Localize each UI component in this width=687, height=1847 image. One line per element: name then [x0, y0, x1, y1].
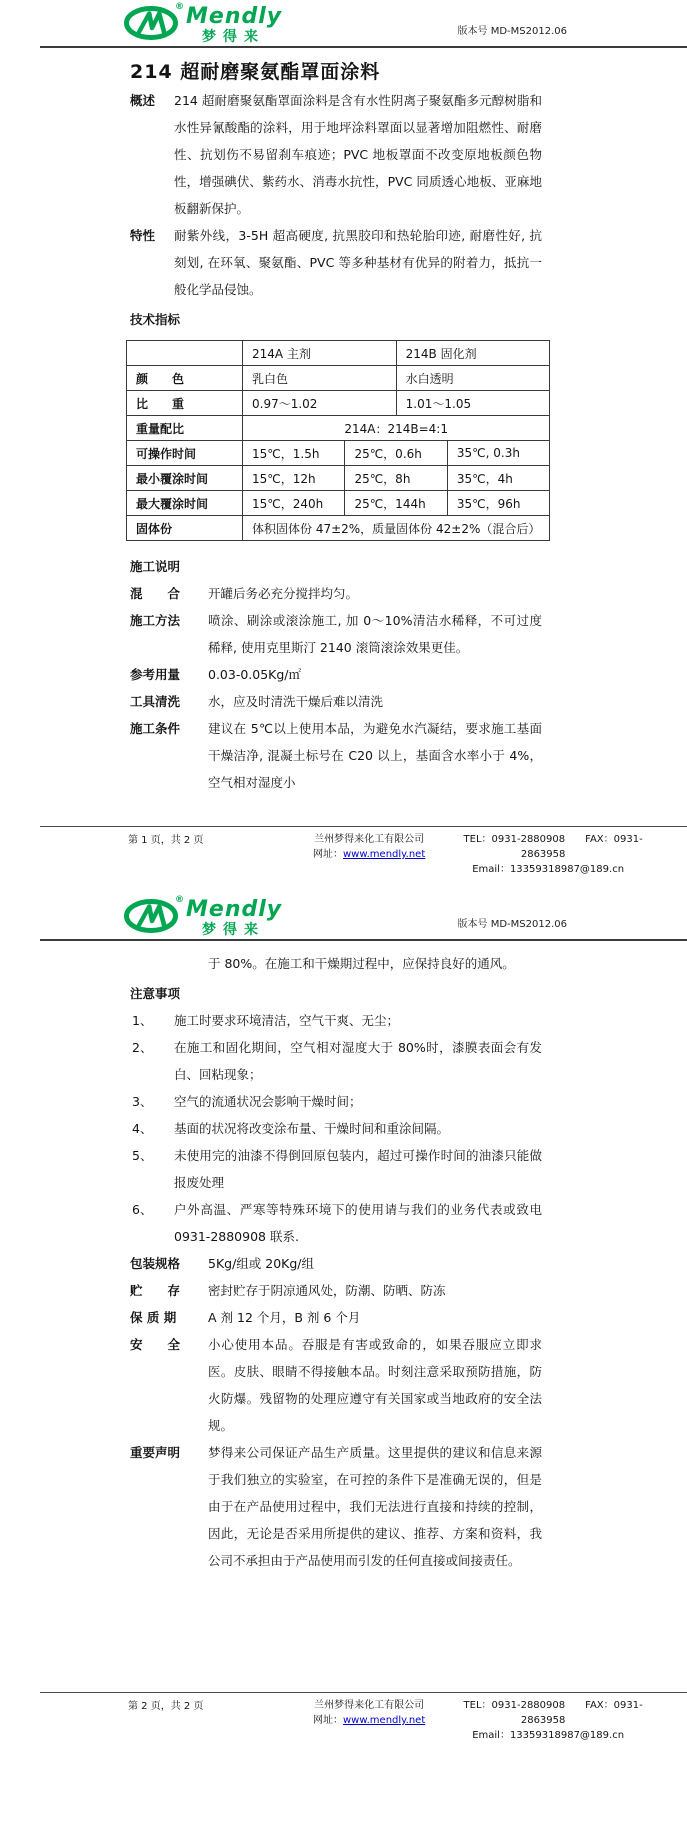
- note-text: 施工时要求环境清洁，空气干爽、无尘；: [174, 1013, 400, 1028]
- spec-row-storage: [0, 1277, 687, 1304]
- website-link[interactable]: www.mendly.net: [343, 1715, 426, 1726]
- table-cell: 可操作时间: [127, 441, 243, 466]
- fax-number: FAX：0931-2863958: [520, 834, 643, 860]
- footer-contact-block: [439, 832, 657, 877]
- spec-row-safety: [0, 1331, 687, 1439]
- note-text: 未使用完的油漆不得倒回原包装内，超过可操作时间的油漆只能做报废处理: [174, 1148, 542, 1190]
- spec-text: 梦得来公司保证产品生产质量。这里提供的建议和信息来源于我们独立的实验室，在可控的条件下是准确无误的，但是由于在产品使用过程中，我们无法进行直接和持续的控制，因此，无论是否采用所提供的建议、推荐、方案和资料，我公司不承担由于产品使用而引发的任何直接或间接责任。: [208, 1445, 542, 1568]
- brand-name-en: Mendly: [186, 897, 283, 922]
- website-link[interactable]: www.mendly.net: [343, 849, 426, 860]
- overview-label: 概述: [130, 93, 156, 108]
- conditions-continuation-text: 于 80%。在施工和干燥期过程中，应保持良好的通风。: [208, 956, 515, 971]
- table-cell: 15℃，12h: [243, 466, 345, 491]
- features-label: 特性: [130, 228, 156, 243]
- page-1: [0, 0, 687, 881]
- table-row: [127, 466, 550, 491]
- tel-number: TEL：0931-2880908: [463, 1700, 566, 1711]
- note-item: [0, 1007, 687, 1034]
- table-cell: 水白透明: [396, 366, 550, 391]
- note-item: [0, 1142, 687, 1196]
- table-cell: 最大覆涂时间: [127, 491, 243, 516]
- email-line: Email：13359318987@189.cn: [472, 864, 625, 875]
- table-cell: 25℃，0.6h: [345, 441, 447, 466]
- spec-label: 参考用量: [130, 667, 181, 682]
- page-number: 第 2 页，共 2 页: [128, 1701, 204, 1712]
- footer-contact-block: [439, 1698, 657, 1743]
- brand-name-cn: 梦得来: [202, 29, 265, 45]
- website-line: [313, 1713, 425, 1728]
- page2-header: [0, 893, 687, 939]
- spec-text: 开罐后务必充分搅拌均匀。: [208, 586, 359, 601]
- mendly-logo-icon: [124, 4, 182, 42]
- mendly-logo-icon: [124, 897, 182, 935]
- table-row: [127, 491, 550, 516]
- spec-row-conditions: [0, 715, 687, 796]
- overview-text: 214 超耐磨聚氨酯罩面涂料是含有水性阴离子聚氨酯多元醇树脂和水性异氰酸酯的涂料，用于地坪涂料罩面以显著增加阻燃性、耐磨性、抗划伤不易留刹车痕迹；PVC 地板罩面不改变原地板颜色物性，增强碘伏、紫药水、消毒水抗性，PVC 同质透心地板、亚麻地板翻新保护。: [174, 93, 542, 216]
- page-title: 214 超耐磨聚氨酯罩面涂料: [130, 61, 381, 83]
- spec-row-packing: [0, 1250, 687, 1277]
- spec-text: 建议在 5℃以上使用本品，为避免水汽凝结，要求施工基面干燥洁净, 混凝土标号在 C20 以上，基面含水率小于 4%，空气相对湿度小: [208, 721, 542, 790]
- spec-row-shelf-life: [0, 1304, 687, 1331]
- fax-number: FAX：0931-2863958: [520, 1700, 643, 1726]
- note-number: 5、: [132, 1148, 153, 1163]
- note-item: [0, 1196, 687, 1250]
- note-item: [0, 1115, 687, 1142]
- telfax-line: [439, 1698, 657, 1728]
- spec-label: 包装规格: [130, 1256, 181, 1271]
- table-row: [127, 391, 550, 416]
- table-cell: 15℃，240h: [243, 491, 345, 516]
- spec-text: 水，应及时清洗干燥后难以清洗: [208, 694, 384, 709]
- table-cell: 固体份: [127, 516, 243, 541]
- website-line: [313, 847, 425, 862]
- footer-company-block: [313, 832, 425, 877]
- registered-mark: ®: [175, 895, 184, 905]
- table-cell: 15℃，1.5h: [243, 441, 345, 466]
- note-text: 在施工和固化期间，空气相对湿度大于 80%时，漆膜表面会有发白、回粘现象；: [174, 1040, 542, 1082]
- table-cell: 最小覆涂时间: [127, 466, 243, 491]
- spec-label: 工具清洗: [130, 694, 181, 709]
- note-number: 6、: [132, 1202, 153, 1217]
- spec-label: 安 全: [130, 1337, 181, 1352]
- table-cell: 214A 主剂: [243, 341, 397, 366]
- overview-section: [0, 87, 687, 222]
- table-cell: 重量配比: [127, 416, 243, 441]
- company-name: 兰州梦得来化工有限公司: [314, 1700, 425, 1711]
- page-2: [0, 881, 687, 1847]
- construction-heading: 施工说明: [130, 559, 181, 574]
- website-label: 网址：: [313, 849, 343, 860]
- spec-row-mixing: [0, 580, 687, 607]
- spec-row-method: [0, 607, 687, 661]
- table-cell: [127, 341, 243, 366]
- spec-row-statement: [0, 1439, 687, 1574]
- table-cell: 35℃, 0.3h: [447, 441, 549, 466]
- page1-footer: [40, 826, 687, 881]
- table-cell: 35℃，4h: [447, 466, 549, 491]
- spec-text: 5Kg/组或 20Kg/组: [208, 1256, 315, 1271]
- table-cell: 体积固体份 47±2%，质量固体份 42±2%（混合后）: [243, 516, 550, 541]
- page-number: 第 1 页，共 2 页: [128, 835, 204, 846]
- note-text: 空气的流通状况会影响干燥时间；: [174, 1094, 362, 1109]
- registered-mark: ®: [175, 2, 184, 12]
- page1-header: [0, 0, 687, 46]
- spec-row-dosage: [0, 661, 687, 688]
- features-text: 耐紫外线，3-5H 超高硬度, 抗黑胶印和热轮胎印迹, 耐磨性好, 抗刻划, 在环氧、聚氨酯、PVC 等多种基材有优异的附着力，抵抗一般化学品侵蚀。: [174, 228, 542, 297]
- email-line: Email：13359318987@189.cn: [472, 1730, 625, 1741]
- brand-wordmark: [186, 897, 282, 937]
- brand-name-en: Mendly: [186, 4, 283, 29]
- spec-label: 重要声明: [130, 1445, 181, 1460]
- spec-text: 喷涂、刷涂或滚涂施工, 加 0～10%清洁水稀释，不可过度稀释, 使用克里斯汀 2140 滚筒滚涂效果更佳。: [208, 613, 542, 655]
- notes-heading: 注意事项: [130, 986, 181, 1001]
- note-number: 1、: [132, 1013, 153, 1028]
- spec-label: 施工条件: [130, 721, 181, 736]
- spec-label: 施工方法: [130, 613, 181, 628]
- note-text: 户外高温、严寒等特殊环境下的使用请与我们的业务代表或致电 0931-2880908 联系.: [174, 1202, 542, 1244]
- brand-wordmark: [186, 4, 282, 44]
- table-row: [127, 441, 550, 466]
- table-row: [127, 516, 550, 541]
- table-row: [127, 341, 550, 366]
- tel-number: TEL：0931-2880908: [463, 834, 566, 845]
- table-cell: 25℃，144h: [345, 491, 447, 516]
- spec-text: 0.03-0.05Kg/㎡: [208, 667, 302, 682]
- spec-text: 小心使用本品。吞服是有害或致命的，如果吞服应立即求医。皮肤、眼睛不得接触本品。时刻注意采取预防措施，防火防爆。残留物的处理应遵守有关国家或当地政府的安全法规。: [208, 1337, 542, 1433]
- note-text: 基面的状况将改变涂布量、干燥时间和重涂间隔。: [174, 1121, 450, 1136]
- tech-specs-heading: 技术指标: [130, 312, 181, 327]
- note-number: 2、: [132, 1040, 153, 1055]
- header-rule: [40, 939, 687, 941]
- website-label: 网址：: [313, 1715, 343, 1726]
- spec-text: A 剂 12 个月，B 剂 6 个月: [208, 1310, 361, 1325]
- table-cell: 0.97～1.02: [243, 391, 397, 416]
- footer-company-block: [313, 1698, 425, 1743]
- table-cell: 颜 色: [127, 366, 243, 391]
- spec-row-cleaning: [0, 688, 687, 715]
- table-cell: 35℃，96h: [447, 491, 549, 516]
- mendly-logo: [124, 4, 282, 44]
- table-row: [127, 416, 550, 441]
- company-name: 兰州梦得来化工有限公司: [314, 834, 425, 845]
- spec-label: 保 质 期: [130, 1310, 177, 1325]
- spec-label: 混 合: [130, 586, 181, 601]
- telfax-line: [439, 832, 657, 862]
- features-section: [0, 222, 687, 303]
- table-row: [127, 366, 550, 391]
- spec-label: 贮 存: [130, 1283, 181, 1298]
- header-rule: [40, 46, 687, 48]
- table-cell: 214B 固化剂: [396, 341, 550, 366]
- table-cell: 1.01～1.05: [396, 391, 550, 416]
- table-cell: 乳白色: [243, 366, 397, 391]
- table-cell: 25℃，8h: [345, 466, 447, 491]
- note-item: [0, 1088, 687, 1115]
- note-item: [0, 1034, 687, 1088]
- spec-text: 密封贮存于阴凉通风处，防潮、防晒、防冻: [208, 1283, 446, 1298]
- note-number: 3、: [132, 1094, 153, 1109]
- version-label: 版本号 MD-MS2012.06: [457, 26, 567, 37]
- table-cell: 比 重: [127, 391, 243, 416]
- note-number: 4、: [132, 1121, 153, 1136]
- page2-footer: [40, 1692, 687, 1747]
- table-cell: 214A：214B=4:1: [243, 416, 550, 441]
- version-label: 版本号 MD-MS2012.06: [457, 919, 567, 930]
- mendly-logo: [124, 897, 282, 937]
- brand-name-cn: 梦得来: [202, 922, 265, 938]
- tech-specs-table: [126, 340, 550, 541]
